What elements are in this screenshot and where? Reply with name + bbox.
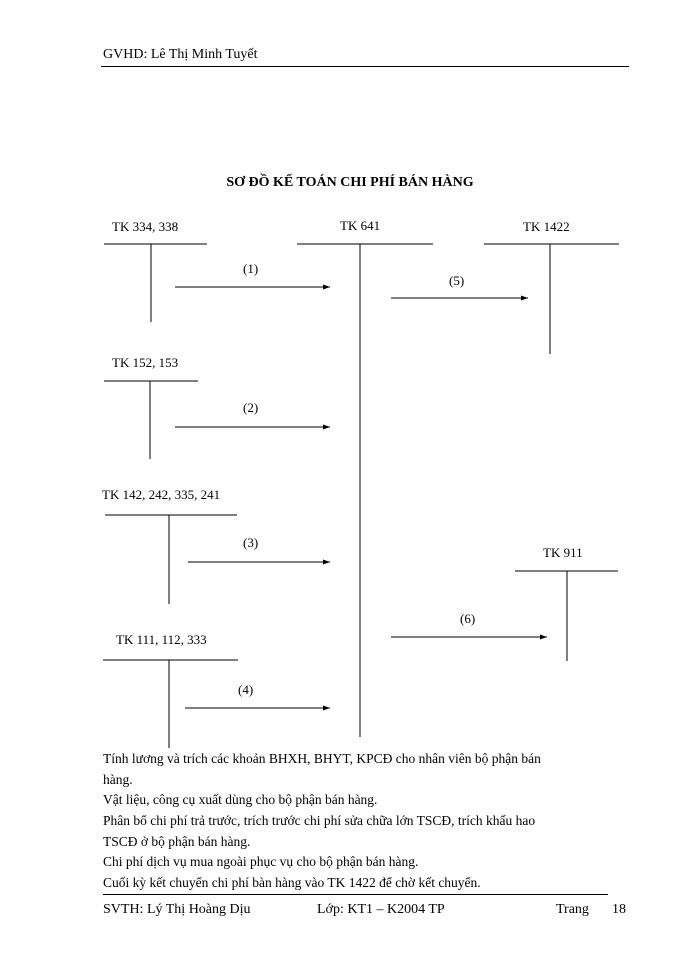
note-3-line-2: TSCĐ ở bộ phận bán hàng. xyxy=(103,834,251,849)
arrow-label-3: (3) xyxy=(243,535,259,550)
arrow-label-2: (2) xyxy=(243,400,259,415)
footer-rule xyxy=(103,894,608,895)
account-label-334: TK 334, 338 xyxy=(112,219,179,234)
account-label-641: TK 641 xyxy=(340,218,381,233)
note-1-line-1: Tính lương và trích các khoản BHXH, BHYT, KPCĐ cho nhân viên bộ phận bán xyxy=(103,751,541,766)
account-label-1422: TK 1422 xyxy=(523,219,570,234)
account-label-152: TK 152, 153 xyxy=(112,355,179,370)
header-supervisor: GVHD: Lê Thị Minh Tuyết xyxy=(103,47,258,62)
arrow-label-6: (6) xyxy=(460,611,476,626)
diagram-title: SƠ ĐỒ KẾ TOÁN CHI PHÍ BÁN HÀNG xyxy=(226,175,474,190)
footer-student: SVTH: Lý Thị Hoàng Dịu xyxy=(103,902,251,917)
note-5: Cuối kỳ kết chuyển chi phí bàn hàng vào TK 1422 để chờ kết chuyển. xyxy=(103,875,481,890)
account-label-142: TK 142, 242, 335, 241 xyxy=(102,487,221,502)
account-label-911: TK 911 xyxy=(543,545,583,560)
note-1-line-2: hàng. xyxy=(103,772,133,787)
note-4: Chi phí dịch vụ mua ngoài phục vụ cho bộ phận bán hàng. xyxy=(103,854,419,869)
footer-class: Lớp: KT1 – K2004 TP xyxy=(317,902,445,917)
note-3-line-1: Phân bổ chi phí trả trước, trích trước chi phí sửa chữa lớn TSCĐ, trích khấu hao xyxy=(103,813,536,828)
arrow-label-4: (4) xyxy=(238,682,254,697)
footer-page-number: 18 xyxy=(612,902,626,917)
account-label-111: TK 111, 112, 333 xyxy=(116,632,207,647)
footer-page-label: Trang xyxy=(556,902,589,917)
note-2: Vật liệu, công cụ xuất dùng cho bộ phận bán hàng. xyxy=(103,792,378,807)
arrow-label-5: (5) xyxy=(449,273,465,288)
arrow-label-1: (1) xyxy=(243,261,259,276)
